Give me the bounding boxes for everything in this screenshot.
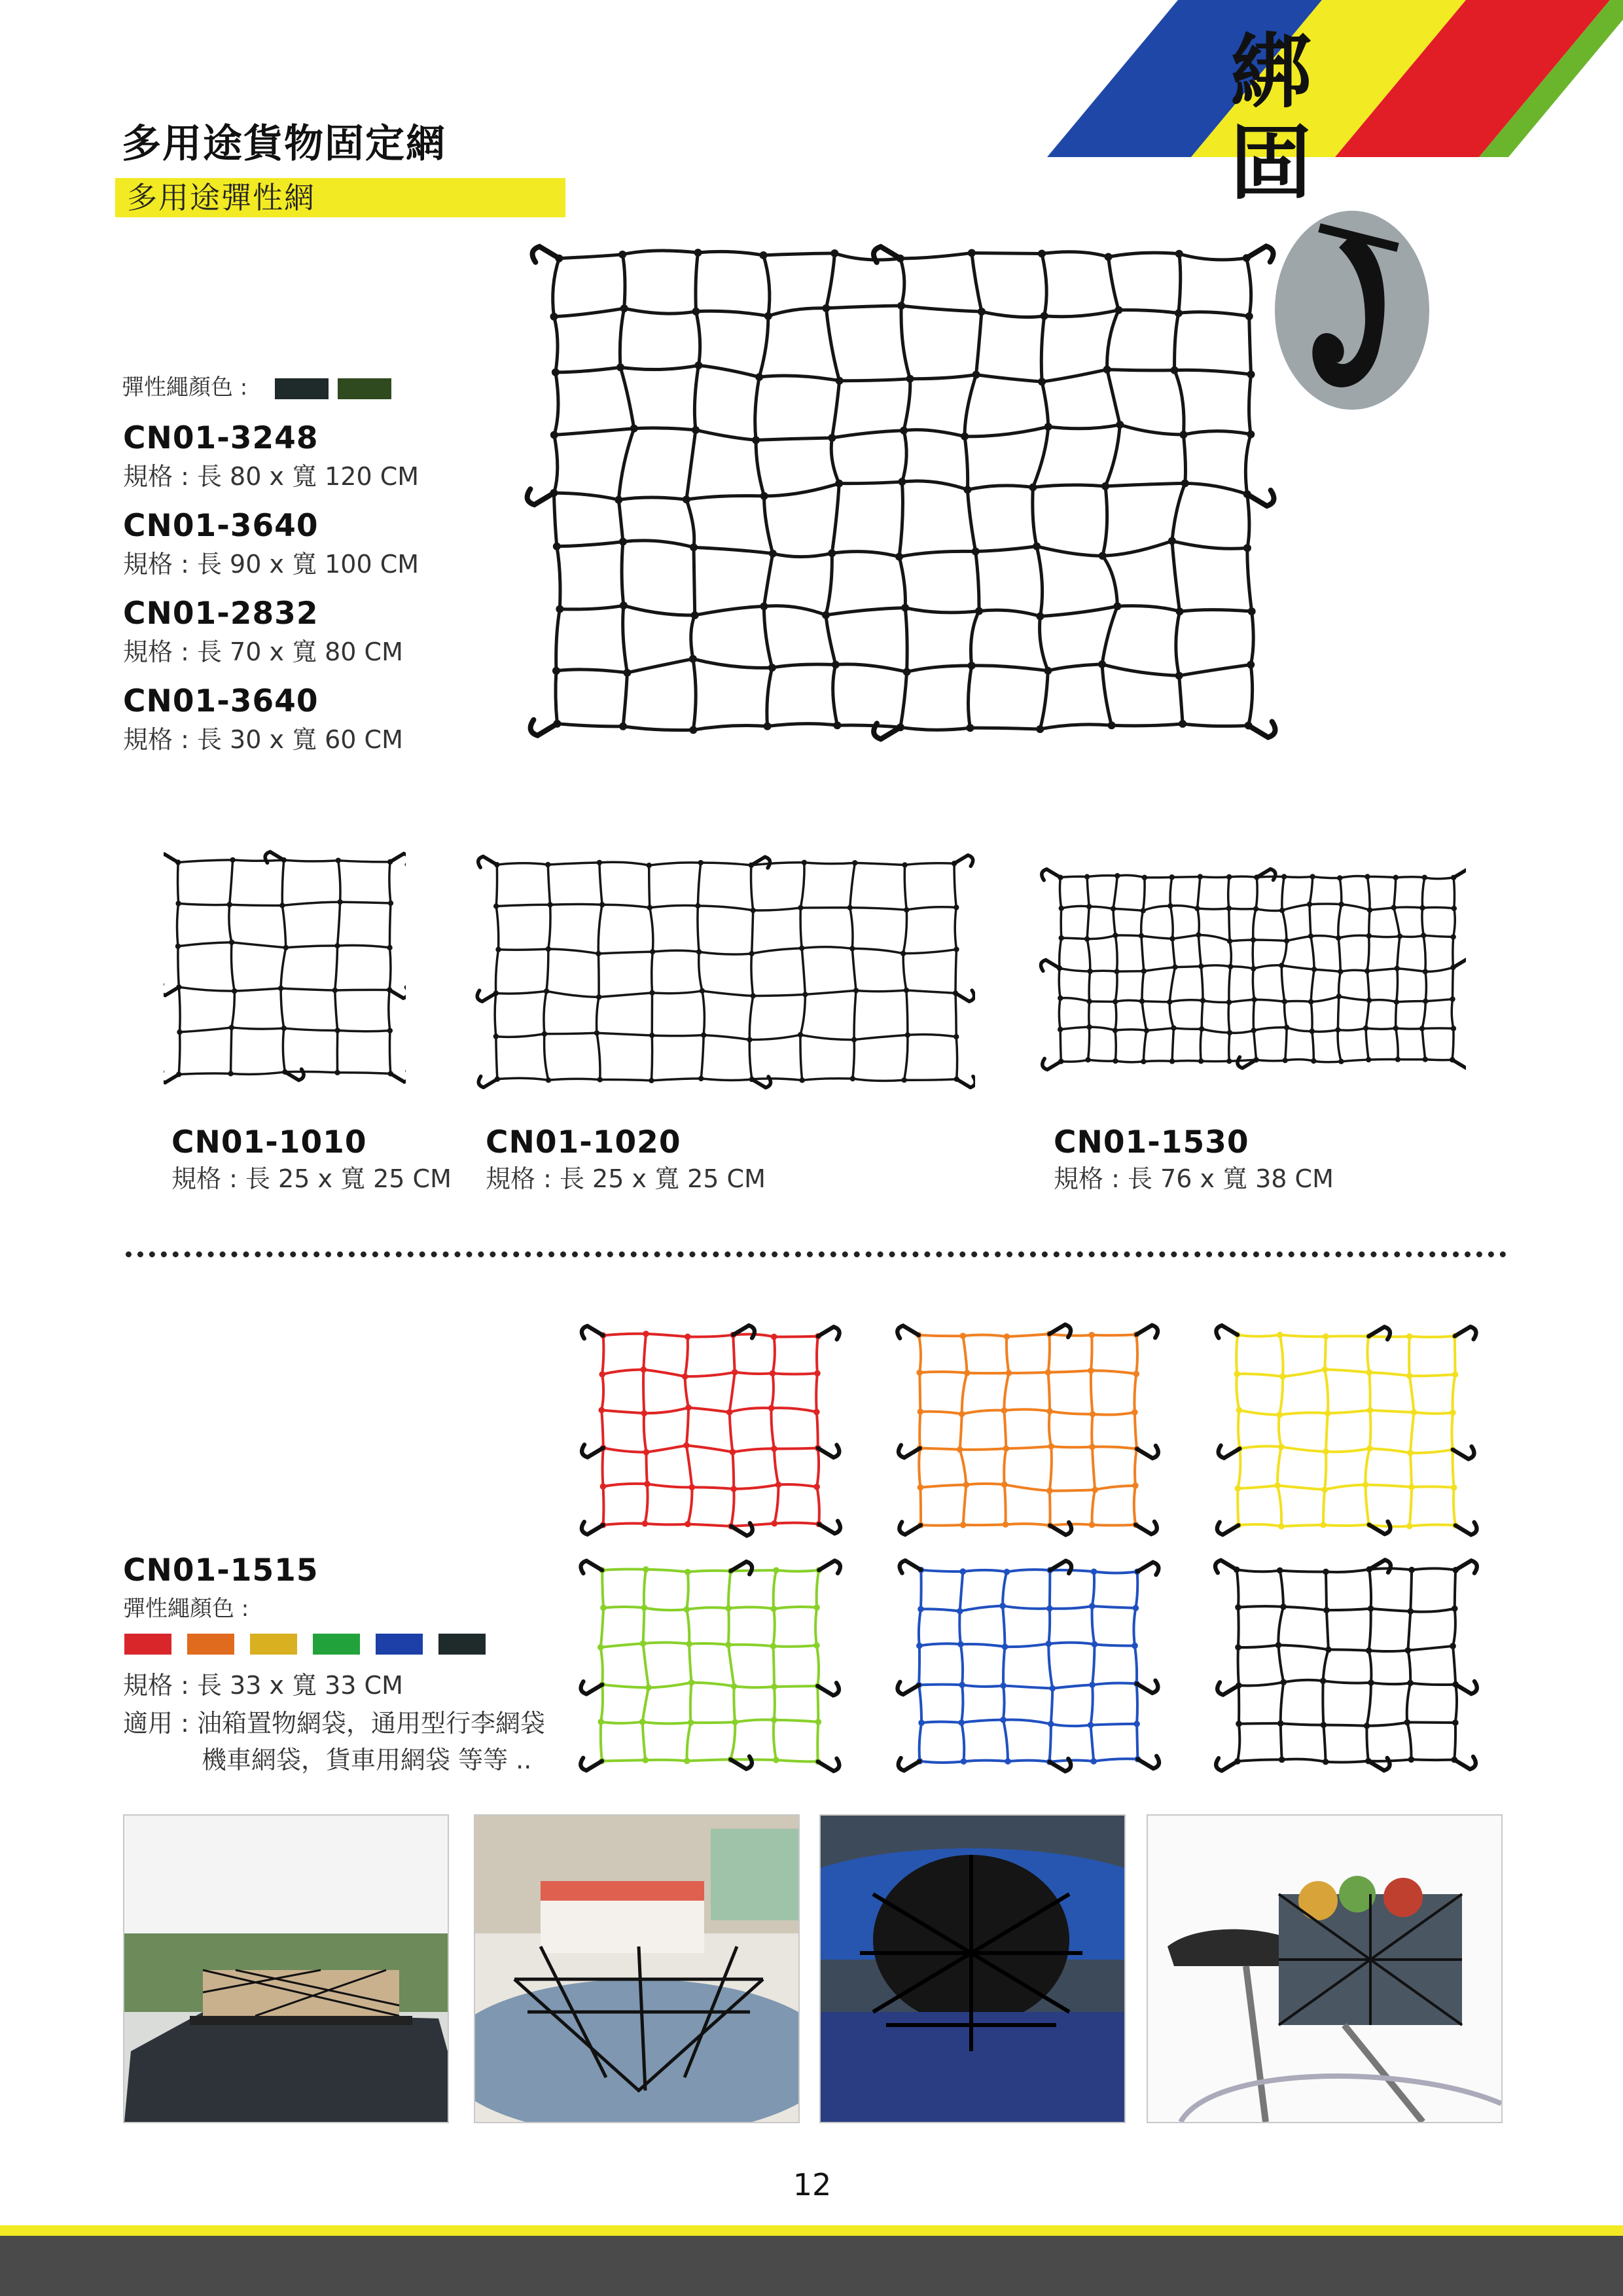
rope-color-swatch-black [275, 378, 329, 399]
product-spec: 規格 : 長 80 x 寬 120 CM [123, 462, 419, 491]
product-spec: 規格 : 長 90 x 寬 100 CM [123, 550, 419, 579]
cargo-net-yellow-image [1205, 1322, 1480, 1538]
section-divider [126, 1251, 1507, 1257]
product-spec: 規格 : 長 25 x 寬 25 CM [486, 1164, 766, 1193]
cargo-net-1020-image [471, 838, 975, 1113]
product-spec: 規格 : 長 70 x 寬 80 CM [123, 637, 403, 666]
rope-color-swatch-green [338, 378, 391, 399]
bicycle-basket-photo [1147, 1814, 1503, 2123]
rope-color-swatch [438, 1634, 486, 1655]
rope-color-swatch [124, 1634, 171, 1655]
rope-color-swatch [187, 1634, 234, 1655]
product-spec: 規格 : 長 25 x 寬 25 CM [171, 1164, 452, 1193]
product-model: CN01-1530 [1054, 1124, 1249, 1160]
scooter-box-photo [474, 1814, 800, 2123]
product-model: CN01-3640 [123, 508, 319, 544]
cargo-net-1010-image [164, 838, 406, 1113]
cargo-net-green-image [569, 1558, 844, 1774]
product-spec: 規格 : 長 33 x 寬 33 CM [123, 1671, 403, 1700]
product-model: CN01-1515 [123, 1552, 319, 1588]
cargo-net-1530-image [1034, 838, 1466, 1113]
product-model: CN01-2832 [123, 596, 319, 632]
cargo-net-black-image [1205, 1558, 1480, 1774]
rope-color-swatch [313, 1634, 360, 1655]
product-model: CN01-1010 [171, 1124, 367, 1160]
cargo-net-red-image [569, 1322, 844, 1538]
car-roof-photo [123, 1814, 449, 2123]
rope-color-label: 彈性繩顏色 : [123, 1596, 249, 1622]
large-cargo-net-image [478, 209, 1315, 753]
page-number: 12 [793, 2167, 832, 2202]
footer-stripe-yellow [0, 2225, 1623, 2236]
product-model: CN01-3248 [123, 420, 319, 456]
hook-closeup-image [1274, 208, 1431, 411]
rope-color-label: 彈性繩顏色 : [122, 374, 248, 401]
product-model: CN01-3640 [123, 683, 319, 719]
page-title: 多用途貨物固定網 [122, 121, 446, 167]
rope-color-swatches [124, 1634, 517, 1656]
cargo-net-orange-image [887, 1322, 1162, 1538]
product-spec: 規格 : 長 76 x 寬 38 CM [1054, 1164, 1334, 1193]
product-model: CN01-1020 [486, 1124, 681, 1160]
rope-color-swatch [376, 1634, 423, 1655]
usage-text: 機車網袋，貨車用網袋 等等 .. [202, 1746, 532, 1774]
rope-color-swatch [250, 1634, 297, 1655]
category-label: 綁 固 [1230, 25, 1338, 211]
motorcycle-helmet-photo [819, 1814, 1126, 2123]
usage-text: 適用 : 油箱置物網袋，通用型行李網袋 [123, 1709, 545, 1738]
page-subtitle: 多用途彈性網 [127, 180, 315, 215]
footer-bar [0, 2236, 1623, 2296]
cargo-net-blue-image [887, 1558, 1162, 1774]
product-spec: 規格 : 長 30 x 寬 60 CM [123, 725, 403, 754]
